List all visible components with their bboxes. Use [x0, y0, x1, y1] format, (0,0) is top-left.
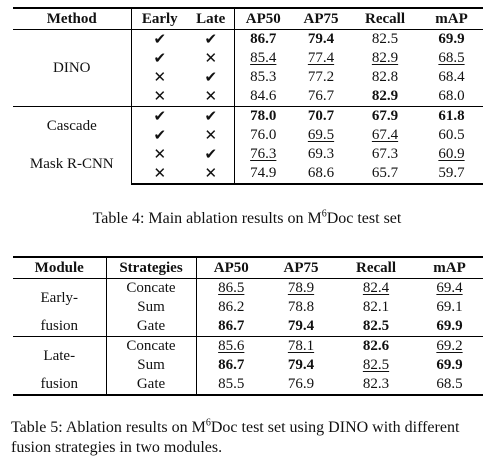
table-4	[13, 7, 483, 185]
ap50-cell: 85.3	[250, 69, 277, 85]
map-cell: 69.9	[436, 318, 463, 334]
header-recall: Recall	[336, 257, 416, 279]
ap50-cell: 74.9	[234, 164, 292, 184]
recall-cell: 82.9	[371, 88, 399, 104]
ap50-cell: 86.7	[218, 357, 245, 373]
late-check-icon: ✔	[188, 30, 234, 50]
caption-text: Table 5: Ablation results on M	[11, 419, 206, 436]
map-cell: 61.8	[420, 107, 483, 127]
map-cell: 69.4	[436, 280, 463, 296]
recall-cell: 82.3	[336, 375, 416, 395]
table-row	[13, 145, 483, 164]
header-early: Early	[131, 8, 188, 30]
ap50-cell: 84.6	[250, 88, 277, 104]
ap75-cell: 79.4	[307, 31, 335, 47]
strategy-cell: Gate	[106, 375, 196, 395]
header-module: Module	[13, 257, 106, 279]
caption-text: Doc test set using DINO with different fusion strategies in two modules.	[11, 419, 460, 456]
map-cell: 60.9	[438, 146, 465, 162]
early-cross-icon: ✕	[153, 145, 167, 163]
table-4-caption	[0, 209, 494, 229]
recall-cell: 82.4	[362, 280, 390, 296]
map-cell: 69.9	[438, 31, 465, 47]
ap75-cell: 68.6	[292, 164, 350, 184]
table-row	[13, 30, 483, 50]
caption-text: Doc test set	[326, 210, 402, 227]
map-cell: 60.5	[438, 127, 465, 143]
recall-cell: 82.9	[371, 50, 399, 66]
caption-text: Table 4: Main ablation results on M	[92, 210, 322, 227]
module-early-line1: Early-	[13, 279, 106, 318]
map-cell: 69.9	[436, 357, 463, 373]
early-check-icon: ✔	[153, 126, 167, 144]
strategy-cell: Concate	[106, 279, 196, 299]
header-map: mAP	[416, 257, 483, 279]
recall-cell: 65.7	[350, 164, 420, 184]
early-cross-icon: ✕	[153, 68, 167, 86]
early-check-icon: ✔	[153, 49, 167, 67]
recall-cell: 67.9	[350, 107, 420, 127]
ap75-cell: 79.4	[287, 318, 315, 334]
recall-cell: 82.1	[362, 299, 390, 315]
ap75-cell: 69.3	[307, 146, 335, 162]
module-early-line2: fusion	[13, 317, 106, 337]
method-cascade: Cascade	[13, 107, 131, 146]
late-cross-icon: ✕	[188, 164, 234, 184]
early-cross-icon: ✕	[131, 164, 188, 184]
header-strategies: Strategies	[106, 257, 196, 279]
header-ap50: AP50	[234, 8, 292, 30]
table-4-header-row	[13, 8, 483, 30]
caption-superscript: 6	[321, 208, 327, 220]
map-cell: 59.7	[420, 164, 483, 184]
ap50-cell: 85.6	[218, 338, 245, 354]
strategy-cell: Gate	[106, 317, 196, 337]
late-check-icon: ✔	[188, 68, 234, 87]
caption-superscript: 6	[205, 417, 211, 429]
recall-cell: 82.5	[362, 318, 390, 334]
table-row	[13, 107, 483, 127]
ap75-cell: 78.8	[287, 299, 315, 315]
table-row	[13, 279, 483, 299]
map-cell: 68.0	[438, 88, 465, 104]
map-cell: 68.4	[438, 69, 465, 85]
ap50-cell: 85.5	[196, 375, 266, 395]
ap50-cell: 86.7	[250, 31, 277, 47]
recall-cell: 67.3	[371, 146, 399, 162]
late-check-icon: ✔	[188, 145, 234, 164]
ap50-cell: 86.2	[218, 299, 245, 315]
recall-cell: 82.6	[336, 337, 416, 357]
header-late: Late	[188, 8, 234, 30]
table-5	[13, 256, 483, 396]
header-ap50: AP50	[196, 257, 266, 279]
recall-cell: 82.5	[362, 357, 390, 373]
ap50-cell: 86.7	[218, 318, 245, 334]
late-cross-icon: ✕	[188, 87, 234, 107]
ap50-cell: 85.4	[250, 50, 277, 66]
early-cross-icon: ✕	[153, 87, 167, 105]
ap75-cell: 76.7	[307, 88, 335, 104]
recall-cell: 82.5	[371, 31, 399, 47]
method-dino: DINO	[13, 30, 131, 107]
recall-cell: 82.8	[371, 69, 399, 85]
ap50-cell: 78.0	[234, 107, 292, 127]
ap75-cell: 76.9	[266, 375, 336, 395]
ap50-cell: 76.0	[250, 127, 277, 143]
table-5-header-row	[13, 257, 483, 279]
map-cell: 69.2	[436, 338, 463, 354]
late-check-icon: ✔	[188, 107, 234, 127]
ap75-cell: 78.1	[287, 338, 315, 354]
header-ap75: AP75	[266, 257, 336, 279]
table-row	[13, 375, 483, 395]
strategy-cell: Concate	[106, 337, 196, 357]
strategy-cell: Sum	[106, 298, 196, 317]
ap50-cell: 76.3	[250, 146, 277, 162]
table-row	[13, 337, 483, 357]
map-cell: 68.5	[438, 50, 465, 66]
table-5-caption	[11, 418, 489, 458]
map-cell: 68.5	[416, 375, 483, 395]
header-ap75: AP75	[292, 8, 350, 30]
recall-cell: 67.4	[371, 127, 399, 143]
early-check-icon: ✔	[131, 107, 188, 127]
early-check-icon: ✔	[153, 30, 167, 48]
header-method: Method	[13, 8, 131, 30]
map-cell: 69.1	[436, 299, 463, 315]
method-mask-rcnn: Mask R-CNN	[13, 145, 131, 184]
ap75-cell: 78.9	[287, 280, 315, 296]
ap75-cell: 70.7	[292, 107, 350, 127]
strategy-cell: Sum	[106, 356, 196, 375]
ap50-cell: 86.5	[218, 280, 245, 296]
module-late-line2: fusion	[13, 375, 106, 395]
ap75-cell: 77.4	[307, 50, 335, 66]
module-late-line1: Late-	[13, 337, 106, 376]
table-row	[13, 317, 483, 337]
late-cross-icon: ✕	[188, 126, 234, 145]
ap75-cell: 77.2	[307, 69, 335, 85]
ap75-cell: 69.5	[307, 127, 335, 143]
header-map: mAP	[420, 8, 483, 30]
late-cross-icon: ✕	[188, 49, 234, 68]
header-recall: Recall	[350, 8, 420, 30]
ap75-cell: 79.4	[287, 357, 315, 373]
